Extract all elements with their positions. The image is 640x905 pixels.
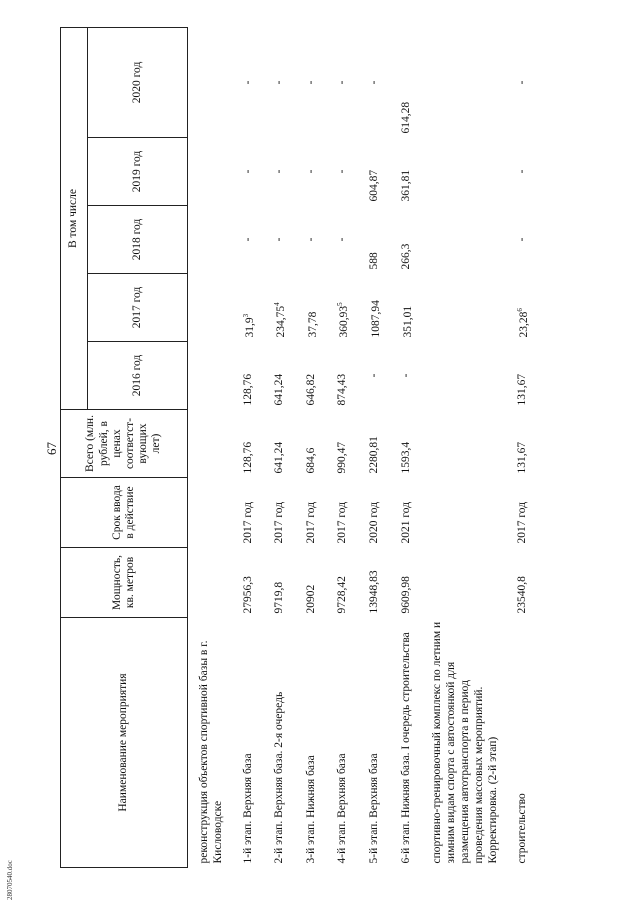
table-row — [297, 27, 329, 867]
header-year-2019: 2019 год — [88, 138, 188, 206]
row-2016: 646,82 — [304, 373, 317, 406]
row-2018: 266,3 — [399, 243, 412, 270]
table-row — [508, 27, 540, 867]
row-term: 2021 год — [399, 501, 412, 544]
row-term: 2017 год — [336, 501, 349, 544]
row-2016: 874,43 — [336, 373, 349, 406]
row-2018: 588 — [368, 252, 381, 270]
row-2019: - — [304, 169, 317, 174]
funding-table — [60, 27, 540, 868]
row-2018: - — [241, 237, 254, 242]
row-2016: 128,76 — [241, 373, 254, 406]
row-2017: 31,9$^3$ — [241, 313, 256, 338]
row-capacity: 13948,83 — [368, 570, 381, 614]
table-row — [392, 27, 424, 867]
row-2018: - — [273, 237, 286, 242]
header-name: Наименование мероприятия — [61, 618, 188, 868]
rotated-table-container — [60, 28, 615, 868]
table-row — [265, 27, 297, 867]
row-2017: 234,75$^4$ — [273, 302, 288, 338]
row-name: 1-й этап. Верхняя база — [241, 753, 254, 864]
row-total: 684,6 — [304, 447, 317, 474]
row-term: 2020 год — [368, 501, 381, 544]
row-2019: 361,81 — [399, 169, 412, 202]
row-total: 1593,4 — [399, 441, 412, 474]
header-year-2018: 2018 год — [88, 206, 188, 274]
header-year-2017: 2017 год — [88, 274, 188, 342]
row-2017: 37,78 — [306, 311, 319, 338]
table-body — [188, 27, 540, 867]
row-total: 128,76 — [241, 441, 254, 474]
row-term: 2017 год — [304, 501, 317, 544]
row-name: 2-й этап. Верхняя база. 2-я очередь — [273, 691, 286, 864]
header-year-2020: 2020 год — [88, 27, 188, 137]
table-header — [61, 27, 188, 867]
row-name: строительство — [516, 793, 529, 864]
footnote-mark: 4 — [273, 302, 282, 306]
row-capacity: 9719,8 — [273, 581, 286, 614]
row-2018: - — [516, 237, 529, 242]
table-row — [328, 27, 360, 867]
row-2016: - — [399, 373, 412, 378]
row-2020: - — [516, 80, 529, 85]
row-total: 2280,81 — [368, 436, 381, 474]
row-2019: - — [241, 169, 254, 174]
document-code: 28070540.doc — [6, 860, 14, 900]
row-2017: 23,28$^6$ — [516, 308, 531, 338]
row-capacity: 20902 — [304, 584, 317, 614]
row-2018: - — [336, 237, 349, 242]
page-number: 67 — [44, 442, 59, 455]
row-total: 131,67 — [516, 441, 529, 474]
row-2016: 131,67 — [516, 373, 529, 406]
row-2019: - — [516, 169, 529, 174]
table-row — [234, 27, 266, 867]
row-2020: - — [368, 80, 381, 85]
row-total: 641,24 — [273, 441, 286, 474]
row-2017: 351,01 — [401, 305, 414, 338]
row-name: 3-й этап. Нижняя база — [304, 755, 317, 864]
row-name: реконструкция объектов спортивной базы в г. Кисловодске — [198, 640, 224, 864]
row-2019: 604,87 — [368, 169, 381, 202]
table-row — [423, 27, 508, 867]
row-capacity: 9609,98 — [399, 576, 412, 614]
footnote-mark: 5 — [336, 302, 345, 306]
header-capacity: Мощность, кв. метров — [61, 548, 188, 618]
row-2020: - — [304, 80, 317, 85]
row-term: 2017 год — [516, 501, 529, 544]
row-term: 2017 год — [241, 501, 254, 544]
row-2017: 360,93$^5$ — [336, 302, 351, 338]
footnote-mark: 6 — [516, 308, 525, 312]
row-2020: - — [336, 80, 349, 85]
row-2017: 1087,94 — [369, 300, 382, 338]
row-2020: - — [241, 80, 254, 85]
row-2016: 641,24 — [273, 373, 286, 406]
header-year-2016: 2016 год — [88, 342, 188, 410]
row-2016: - — [368, 373, 381, 378]
table-row — [188, 27, 234, 867]
table-row — [360, 27, 392, 867]
row-name: 4-й этап. Верхняя база — [336, 753, 349, 864]
row-name: 6-й этап. Нижняя база. I очередь строительства — [399, 632, 412, 864]
row-total: 990,47 — [336, 441, 349, 474]
footnote-mark: 3 — [241, 313, 250, 318]
row-2020: 614,28 — [399, 101, 412, 134]
row-capacity: 9728,42 — [336, 576, 349, 614]
row-2018: - — [304, 237, 317, 242]
header-commissioning: Срок ввода в действие — [61, 478, 188, 548]
header-total: Всего (млн. рублей, в ценах соответст-вующих лет) — [61, 410, 188, 478]
row-term: 2017 год — [273, 501, 286, 544]
row-2020: - — [273, 80, 286, 85]
row-capacity: 23540,8 — [516, 576, 529, 614]
row-2019: - — [273, 169, 286, 174]
row-name: спортивно-тренировочный комплекс по летним и зимним видам спорта с автостоянкой для размещения автотранспорта в период проведения массовых мероприятий. Корректировка. (2-й этап) — [431, 621, 499, 864]
row-2019: - — [336, 169, 349, 174]
header-including: В том числе — [61, 27, 88, 409]
row-name: 5-й этап. Верхняя база — [368, 753, 381, 864]
row-capacity: 27956,3 — [241, 576, 254, 614]
